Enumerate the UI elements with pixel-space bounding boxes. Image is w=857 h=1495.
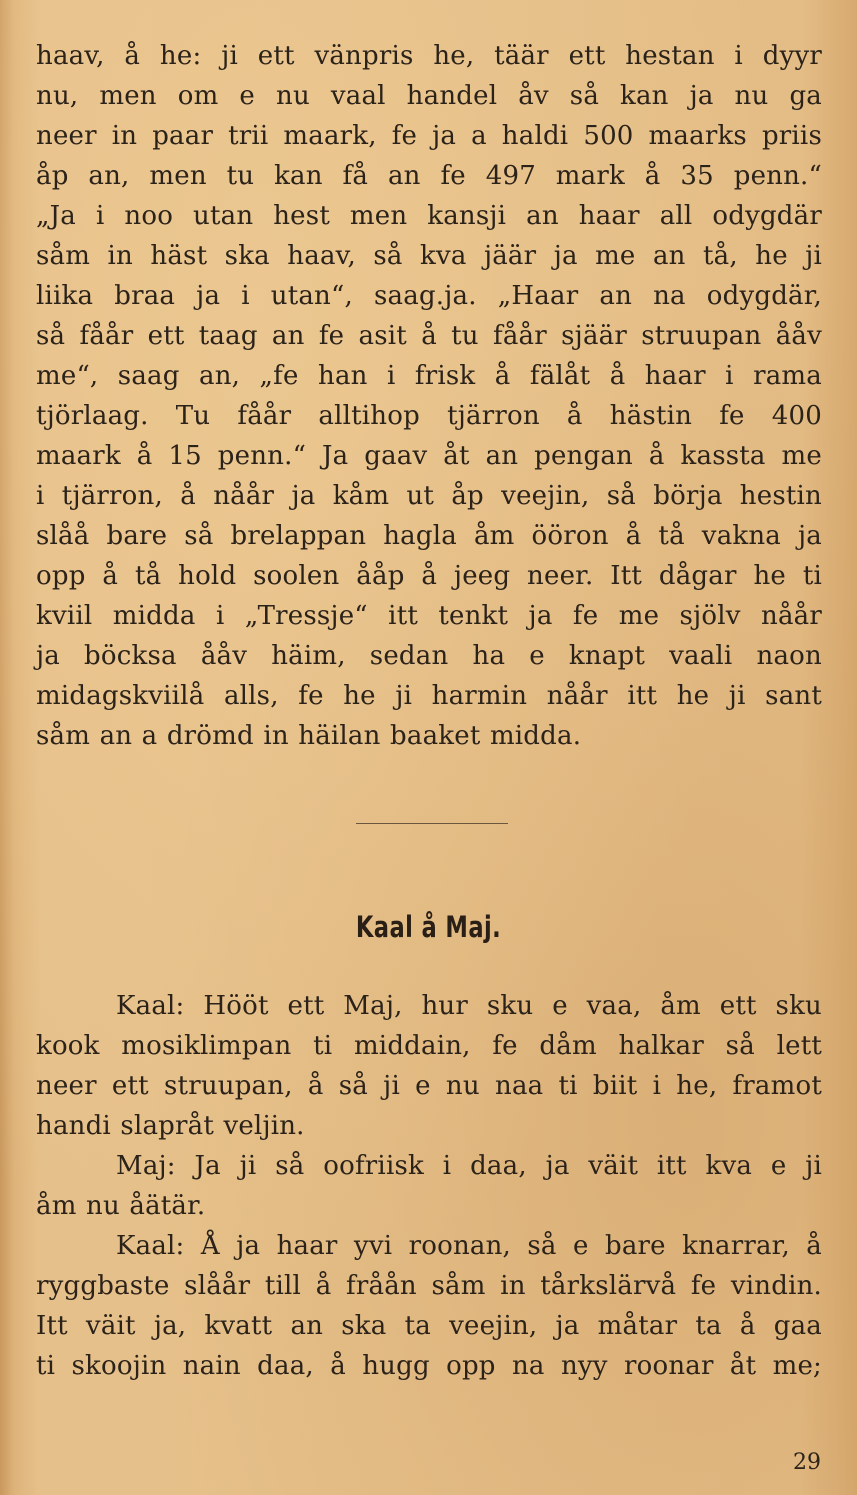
text-line: åp an, men tu kan få an fe 497 mark å 35 penn.“ bbox=[36, 161, 822, 191]
text-line: opp å tå hold soolen ååp å jeeg neer. Itt dågar he ti bbox=[36, 561, 822, 591]
text-line: haav, å he: ji ett vänpris he, täär ett hestan i dyyr bbox=[36, 41, 822, 71]
text-line: handi slapråt veljin. bbox=[36, 1111, 305, 1141]
text-line: kviil midda i „Tressje“ itt tenkt ja fe me sjölv nåår bbox=[36, 601, 822, 631]
text-line: så fåår ett taag an fe asit å tu fåår sjäär struupan ååv bbox=[36, 321, 822, 351]
text-line: åm nu åätär. bbox=[36, 1191, 206, 1221]
text-line: ryggbaste slåår till å fråån såm in tårkslärvå fe vindin. bbox=[36, 1271, 822, 1301]
text-line: kook mosiklimpan ti middain, fe dåm halkar så lett bbox=[36, 1031, 822, 1061]
text-line: Itt väit ja, kvatt an ska ta veejin, ja måtar ta å gaa bbox=[36, 1311, 822, 1341]
text-line: slåå bare så brelappan hagla åm ööron å tå vakna ja bbox=[36, 521, 822, 551]
text-line: Maj: Ja ji så oofriisk i daa, ja väit itt kva e ji bbox=[116, 1151, 822, 1181]
text-line: såm in häst ska haav, så kva jäär ja me an tå, he ji bbox=[36, 241, 822, 271]
text-section-two bbox=[36, 986, 822, 1386]
text-line: midagskviilå alls, fe he ji harmin nåår itt he ji sant bbox=[36, 681, 822, 711]
text-line: liika braa ja i utan“, saag.ja. „Haar an na odygdär, bbox=[36, 281, 822, 311]
text-line: neer ett struupan, å så ji e nu naa ti biit i he, framot bbox=[36, 1071, 822, 1101]
text-line: Kaal: Hööt ett Maj, hur sku e vaa, åm ett sku bbox=[116, 991, 822, 1021]
text-line: i tjärron, å nåår ja kåm ut åp veejin, så börja hestin bbox=[36, 481, 822, 511]
text-line: såm an a drömd in häilan baaket midda. bbox=[36, 721, 582, 751]
text-line: ja böcksa ååv häim, sedan ha e knapt vaali naon bbox=[36, 641, 822, 671]
text-line: „Ja i noo utan hest men kansji an haar all odygdär bbox=[36, 201, 822, 231]
text-line: nu, men om e nu vaal handel åv så kan ja nu ga bbox=[36, 81, 822, 111]
page-number: 29 bbox=[793, 1450, 821, 1475]
text-line: me“, saag an, „fe han i frisk å fälåt å haar i rama bbox=[36, 361, 822, 391]
text-line: neer in paar trii maark, fe ja a haldi 500 maarks priis bbox=[36, 121, 822, 151]
text-line: tjörlaag. Tu fåår alltihop tjärron å hästin fe 400 bbox=[36, 401, 822, 431]
text-line: Kaal: Å ja haar yvi roonan, så e bare knarrar, å bbox=[116, 1231, 822, 1261]
section-divider bbox=[356, 823, 508, 824]
text-section-one bbox=[36, 36, 822, 756]
section-heading: Kaal å Maj. bbox=[355, 910, 502, 944]
text-line: ti skoojin nain daa, å hugg opp na nyy roonar åt me; bbox=[36, 1351, 822, 1381]
text-line: maark å 15 penn.“ Ja gaav åt an pengan å kassta me bbox=[36, 441, 822, 471]
